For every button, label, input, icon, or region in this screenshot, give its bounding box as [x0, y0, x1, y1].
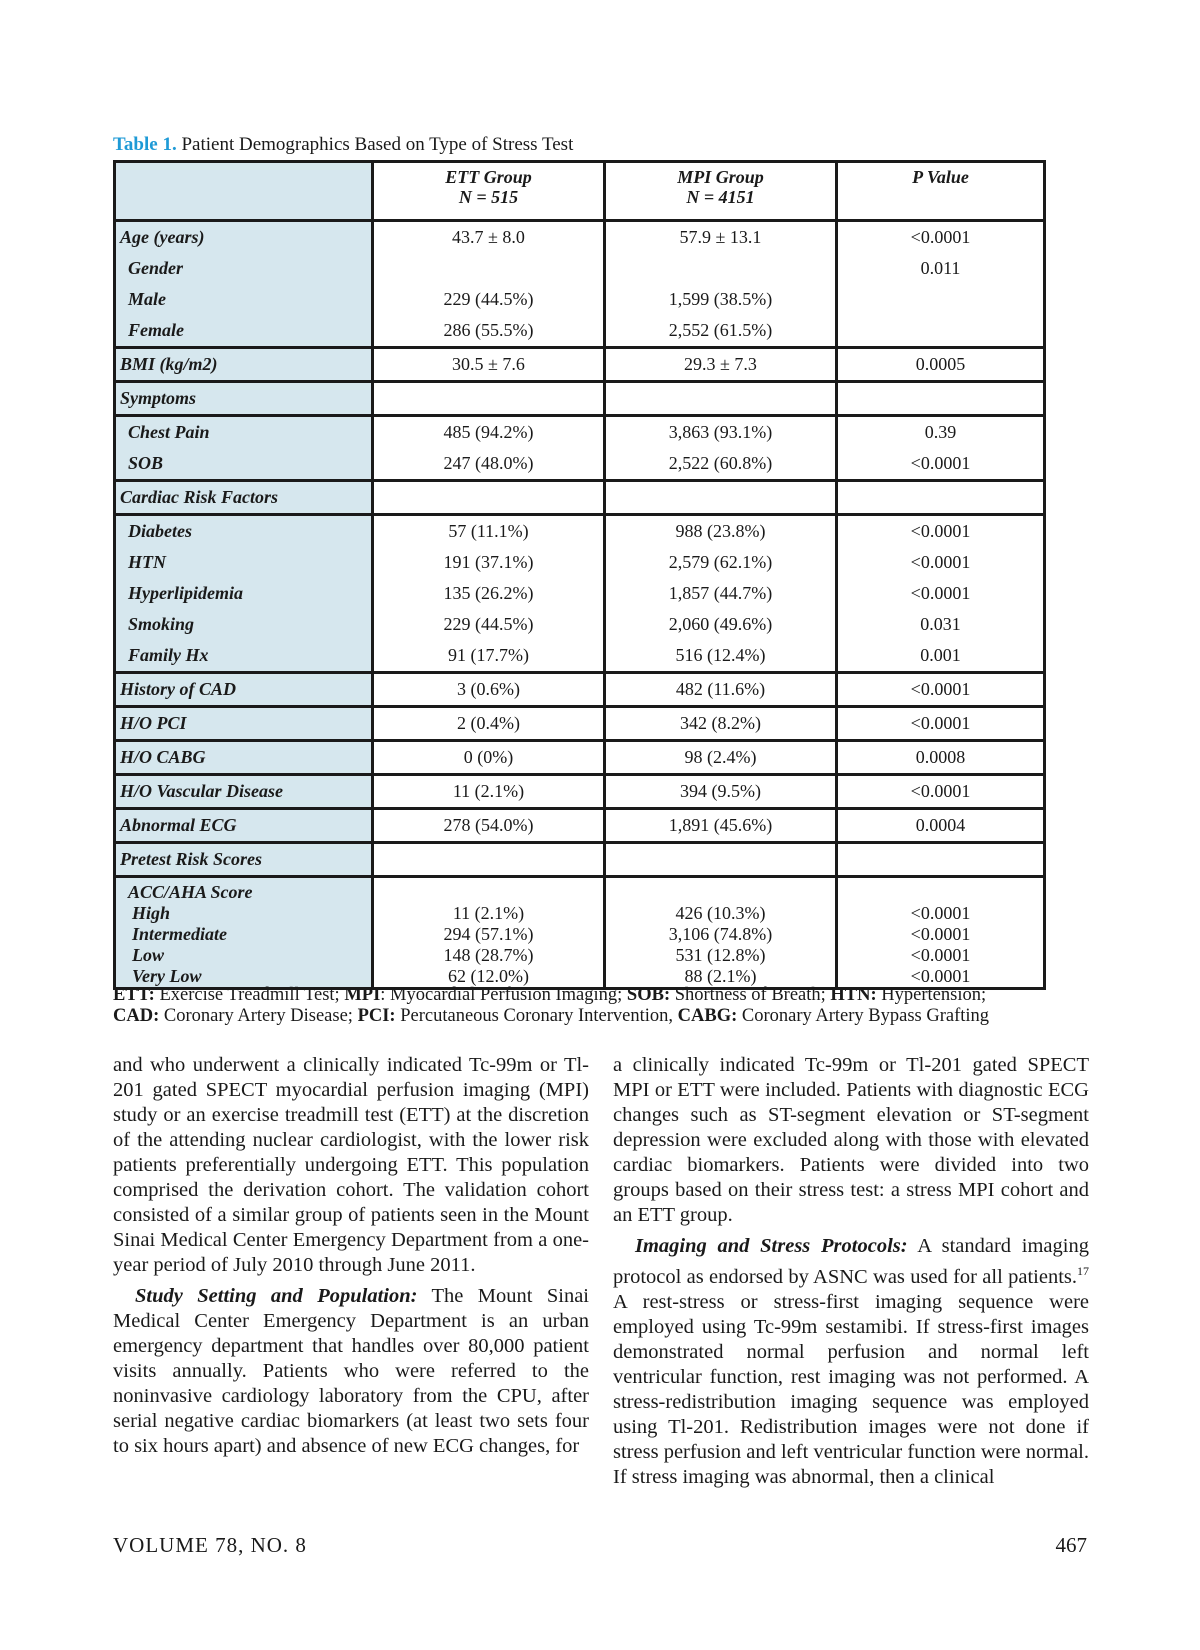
header-mpi-title: MPI Group: [677, 167, 764, 187]
ett-value: 11 (2.1%): [452, 903, 525, 923]
table-row: [115, 416, 1045, 449]
p-value: 0.39: [837, 416, 1045, 449]
ett-value: 91 (17.7%): [373, 640, 605, 673]
footnote-abbr: CAD:: [113, 1006, 160, 1026]
score-row: [115, 877, 1045, 989]
p-value: <0.0001: [910, 966, 971, 986]
mpi-value: 1,599 (38.5%): [605, 284, 837, 315]
row-label: H/O CABG: [115, 741, 373, 775]
ett-value: [373, 253, 605, 284]
section-heading: Study Setting and Population:: [135, 1285, 418, 1307]
p-value: [837, 843, 1045, 877]
demographics-table: [113, 160, 1046, 990]
table-row: [115, 578, 1045, 609]
ett-value: 43.7 ± 8.0: [373, 221, 605, 254]
footnote-abbr: SOB:: [626, 985, 671, 1005]
header-ett-n: N = 515: [458, 187, 519, 207]
demographics-table-wrapper: [113, 160, 1043, 990]
row-label: Cardiac Risk Factors: [115, 481, 373, 515]
footnote-abbr: HTN:: [830, 985, 877, 1005]
table-row: [115, 253, 1045, 284]
footnote-text: Hypertension;: [876, 985, 987, 1005]
table-row: [115, 448, 1045, 481]
ett-value: 3 (0.6%): [373, 673, 605, 707]
row-label: Age (years): [115, 221, 373, 254]
table-row: [115, 481, 1045, 515]
ett-value: 247 (48.0%): [373, 448, 605, 481]
paragraph: [113, 1284, 589, 1459]
p-value: <0.0001: [837, 547, 1045, 578]
footnote-text: Percutaneous Coronary Intervention,: [395, 1006, 678, 1026]
row-label: Female: [115, 315, 373, 348]
paragraph-text: A rest-stress or stress-first imaging sequence were employed using Tc-99m sestamibi. If stress-first images demonstrated normal perfusion and normal left ventricular function, rest imaging was not performed. A stress-redistribution imaging sequence was employed using Tl-201. Redistribution images were not done if stress perfusion and left ventricular function were normal. If stress imaging was abnormal, then a clinical: [613, 1290, 1089, 1488]
ett-value: [373, 843, 605, 877]
footnote-abbr: ETT:: [113, 985, 155, 1005]
body-column-left: [113, 1053, 589, 1459]
score-label-low: Low: [132, 945, 165, 965]
p-value: 0.0008: [837, 741, 1045, 775]
paragraph: [613, 1234, 1089, 1490]
row-label: Chest Pain: [115, 416, 373, 449]
ett-value: 0 (0%): [373, 741, 605, 775]
row-label: H/O Vascular Disease: [115, 775, 373, 809]
score-p-values: [837, 877, 1045, 989]
footnote-text: Exercise Treadmill Test;: [154, 985, 345, 1005]
row-label: Hyperlipidemia: [115, 578, 373, 609]
footnote-text: Shortness of Breath;: [670, 985, 831, 1005]
paragraph: a clinically indicated Tc-99m or Tl-201 gated SPECT MPI or ETT were included. Patients with diagnostic ECG changes such as ST-segment elevation or ST-segment depression were excluded along with those with elevated cardiac biomarkers. Patients were divided into two groups based on their stress test: a stress MPI cohort and an ETT group.: [613, 1054, 1089, 1226]
table-title: Patient Demographics Based on Type of Stress Test: [176, 134, 574, 155]
table-label: Table 1.: [113, 134, 177, 155]
p-value: 0.031: [837, 609, 1045, 640]
row-label: SOB: [115, 448, 373, 481]
mpi-value: 426 (10.3%): [675, 903, 766, 923]
p-value: [837, 284, 1045, 315]
mpi-value: 2,552 (61.5%): [605, 315, 837, 348]
ett-value: 2 (0.4%): [373, 707, 605, 741]
row-label: Family Hx: [115, 640, 373, 673]
ett-value: [373, 481, 605, 515]
header-blank-cell: [115, 162, 373, 221]
ett-value: 485 (94.2%): [373, 416, 605, 449]
p-value: <0.0001: [837, 775, 1045, 809]
header-ett: [373, 162, 605, 221]
score-label-high: High: [132, 903, 171, 923]
score-label-very-low: Very Low: [132, 966, 202, 986]
mpi-value: 531 (12.8%): [675, 945, 766, 965]
p-value: <0.0001: [837, 515, 1045, 548]
header-ett-title: ETT Group: [445, 167, 532, 187]
mpi-value: 342 (8.2%): [605, 707, 837, 741]
score-label-intermediate: Intermediate: [132, 924, 227, 944]
journal-volume: VOLUME 78, NO. 8: [113, 1533, 307, 1557]
table-header-row: [115, 162, 1045, 221]
mpi-value: 482 (11.6%): [605, 673, 837, 707]
mpi-value: 2,060 (49.6%): [605, 609, 837, 640]
ett-value: 57 (11.1%): [373, 515, 605, 548]
row-label: H/O PCI: [115, 707, 373, 741]
mpi-value: [605, 481, 837, 515]
table-row: [115, 673, 1045, 707]
row-label: Symptoms: [115, 382, 373, 416]
table-row: [115, 348, 1045, 382]
score-mpi-values: [605, 877, 837, 989]
ett-value: 148 (28.7%): [443, 945, 534, 965]
ett-value: 191 (37.1%): [373, 547, 605, 578]
ett-value: 286 (55.5%): [373, 315, 605, 348]
row-label: Gender: [115, 253, 373, 284]
footnote-abbr: MPI: [344, 985, 381, 1005]
table-footnote: [113, 985, 1073, 1027]
table-row: [115, 284, 1045, 315]
table-row: [115, 547, 1045, 578]
ett-value: 229 (44.5%): [373, 284, 605, 315]
p-value: <0.0001: [837, 578, 1045, 609]
row-label: Smoking: [115, 609, 373, 640]
footnote-abbr: PCI:: [357, 1006, 396, 1026]
mpi-value: 2,522 (60.8%): [605, 448, 837, 481]
mpi-value: 3,106 (74.8%): [668, 924, 773, 944]
mpi-value: 516 (12.4%): [605, 640, 837, 673]
body-column-right: [613, 1053, 1089, 1490]
row-label: Abnormal ECG: [115, 809, 373, 843]
score-labels: [115, 877, 373, 989]
p-value: [837, 481, 1045, 515]
table-row: [115, 515, 1045, 548]
mpi-value: 988 (23.8%): [605, 515, 837, 548]
p-value: <0.0001: [837, 673, 1045, 707]
row-label: History of CAD: [115, 673, 373, 707]
section-heading: Imaging and Stress Protocols:: [635, 1235, 908, 1257]
p-value: <0.0001: [837, 221, 1045, 254]
header-p-value: P Value: [837, 162, 1045, 221]
table-row: [115, 640, 1045, 673]
ett-value: [373, 382, 605, 416]
p-value: 0.0005: [837, 348, 1045, 382]
p-value: <0.0001: [910, 945, 971, 965]
score-ett-values: [373, 877, 605, 989]
mpi-value: 98 (2.4%): [605, 741, 837, 775]
ett-value: 229 (44.5%): [373, 609, 605, 640]
table-caption: [113, 134, 573, 156]
mpi-value: 29.3 ± 7.3: [605, 348, 837, 382]
footnote-abbr: CABG:: [677, 1006, 738, 1026]
mpi-value: 1,891 (45.6%): [605, 809, 837, 843]
footnote-text: Coronary Artery Bypass Grafting: [737, 1006, 990, 1026]
score-title: ACC/AHA Score: [128, 882, 253, 902]
mpi-value: 3,863 (93.1%): [605, 416, 837, 449]
ett-value: 294 (57.1%): [443, 924, 534, 944]
paragraph-text: A standard imaging protocol as endorsed by ASNC was used for all patients.: [613, 1235, 1089, 1288]
mpi-value: 88 (2.1%): [684, 966, 757, 986]
p-value: [837, 315, 1045, 348]
mpi-value: [605, 253, 837, 284]
footnote-text: : Myocardial Perfusion Imaging;: [380, 985, 627, 1005]
mpi-value: 57.9 ± 13.1: [605, 221, 837, 254]
mpi-value: [605, 843, 837, 877]
ett-value: 135 (26.2%): [373, 578, 605, 609]
header-mpi-n: N = 4151: [686, 187, 755, 207]
p-value: <0.0001: [837, 448, 1045, 481]
row-label: Male: [115, 284, 373, 315]
p-value: [837, 382, 1045, 416]
row-label: Pretest Risk Scores: [115, 843, 373, 877]
row-label: Diabetes: [115, 515, 373, 548]
table-row: [115, 609, 1045, 640]
p-value: <0.0001: [910, 903, 971, 923]
row-label: BMI (kg/m2): [115, 348, 373, 382]
mpi-value: 394 (9.5%): [605, 775, 837, 809]
mpi-value: 1,857 (44.7%): [605, 578, 837, 609]
ett-value: 30.5 ± 7.6: [373, 348, 605, 382]
table-row: [115, 382, 1045, 416]
paragraph-text: The Mount Sinai Medical Center Emergency Department is an urban emergency department that handles over 80,000 patient visits annually. Patients who were referred to the noninvasive cardiology laboratory from the CPU, after serial negative cardiac biomarkers (at least two sets four to six hours apart) and absence of new ECG changes, for: [113, 1285, 589, 1457]
ett-value: 278 (54.0%): [373, 809, 605, 843]
table-row: [115, 843, 1045, 877]
row-label: HTN: [115, 547, 373, 578]
p-value: <0.0001: [910, 924, 971, 944]
page-number: 467: [1055, 1533, 1087, 1557]
mpi-value: 2,579 (62.1%): [605, 547, 837, 578]
citation-superscript: 17: [1077, 1264, 1089, 1278]
table-row: [115, 775, 1045, 809]
table-row: [115, 707, 1045, 741]
paragraph: and who underwent a clinically indicated Tc-99m or Tl-201 gated SPECT myocardial perfusion imaging (MPI) study or an exercise treadmill test (ETT) at the discretion of the attending nuclear cardiologist, with the lower risk patients preferentially undergoing ETT. This population comprised the derivation cohort. The validation cohort consisted of a similar group of patients seen in the Mount Sinai Medical Center Emergency Department from a one-year period of July 2010 through June 2011.: [113, 1054, 589, 1276]
table-row: [115, 741, 1045, 775]
ett-value: 11 (2.1%): [373, 775, 605, 809]
p-value: 0.011: [837, 253, 1045, 284]
p-value: 0.0004: [837, 809, 1045, 843]
footnote-text: Coronary Artery Disease;: [159, 1006, 358, 1026]
mpi-value: [605, 382, 837, 416]
header-mpi: [605, 162, 837, 221]
table-row: [115, 809, 1045, 843]
p-value: <0.0001: [837, 707, 1045, 741]
p-value: 0.001: [837, 640, 1045, 673]
table-row: [115, 315, 1045, 348]
table-body: [115, 162, 1045, 989]
ett-value: 62 (12.0%): [448, 966, 529, 986]
table-row: [115, 221, 1045, 254]
